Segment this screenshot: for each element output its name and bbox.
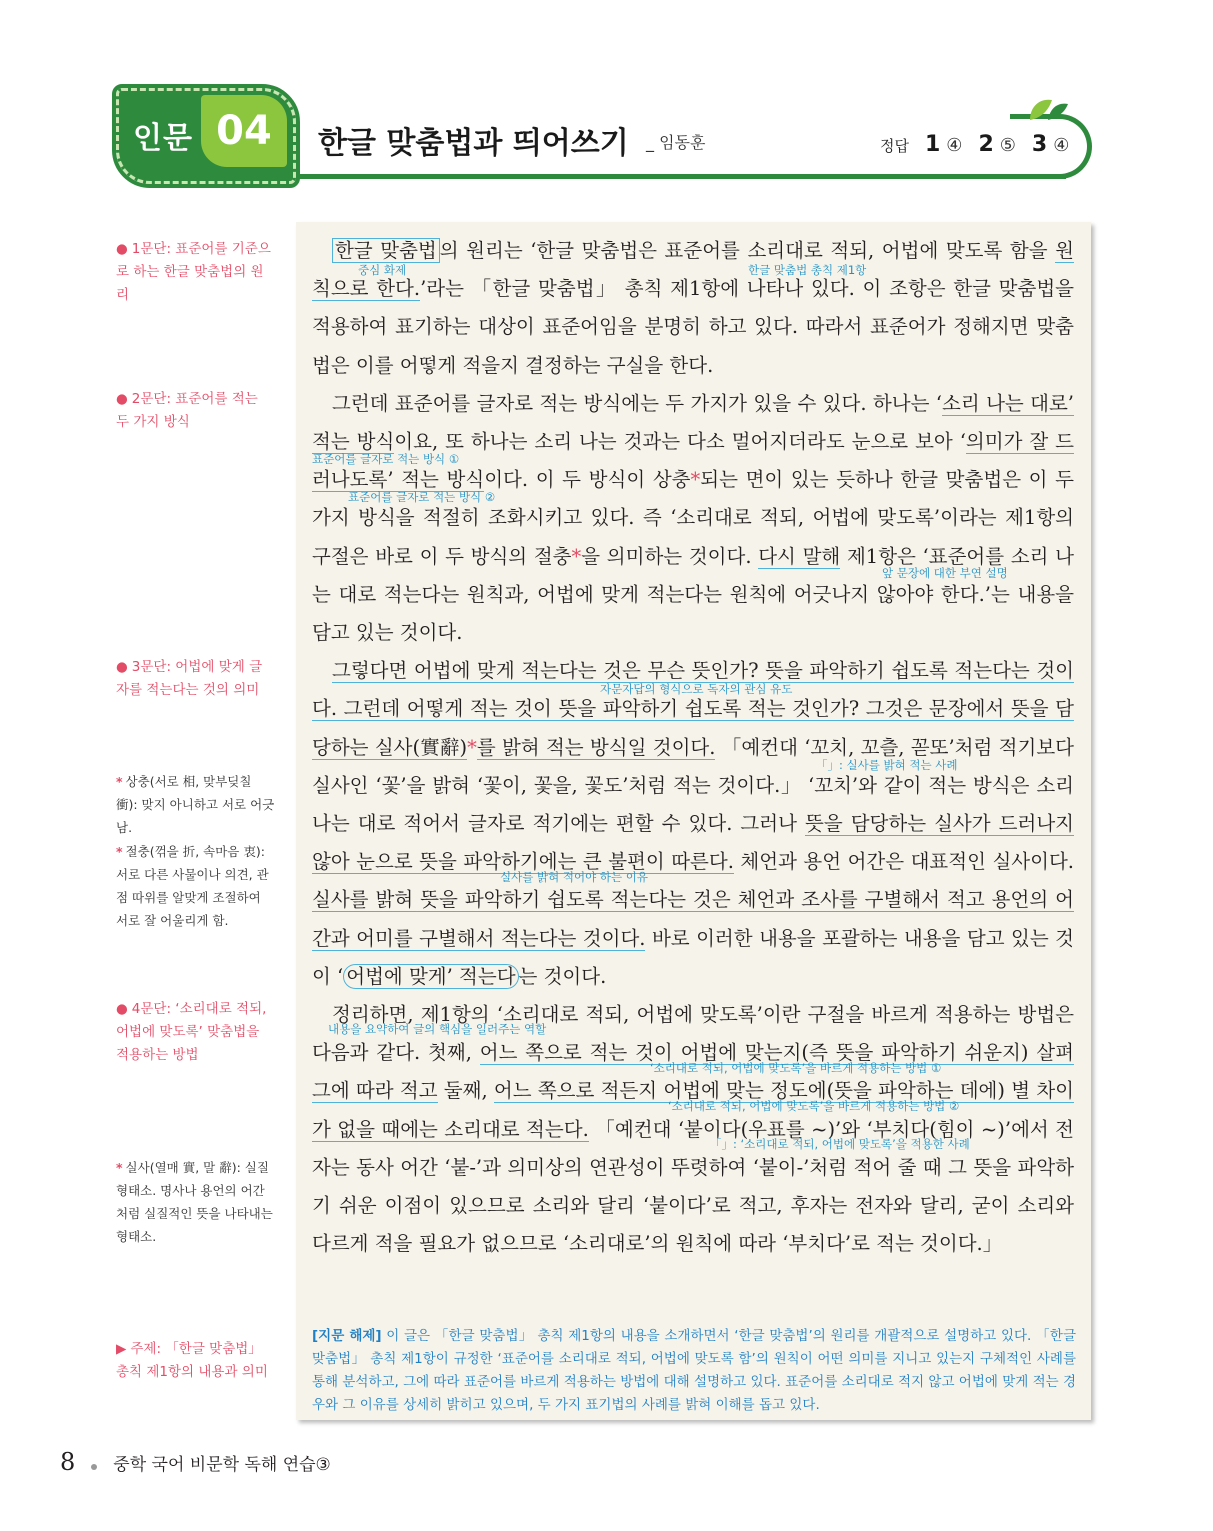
answer-q2: 2 <box>978 132 994 157</box>
answer-key <box>880 132 1069 157</box>
section-badge <box>116 88 296 184</box>
page-footer <box>60 1448 331 1476</box>
paragraph-note-2: ● 2문단: 표준어를 적는 두 가지 방식 <box>116 391 258 430</box>
paragraph-note-4: ● 4문단: ‘소리대로 적되, 어법에 맞도록’ 맞춤법을 적용하는 방법 <box>116 1001 267 1063</box>
annotation: 한글 맞춤법 총칙 제1항 <box>748 263 867 277</box>
answer-a2: ⑤ <box>999 135 1016 156</box>
annotation: 「」: ‘소리대로 적되, 어법에 맞도록’을 적용한 사례 <box>710 1137 970 1151</box>
paragraph-4: 정리하면, 제1항의 ‘소리대로 적되, 어법에 맞도록’이란 구절을 바르게 적용하는 방법은 다음과 같다. 첫째, 어느 쪽으로 적는 것이 어법에 맞는지(즉 뜻을 파악하기 쉬운지) 살펴 그에 따라 적고 둘째, 어느 쪽으로 적든지 어법에 맞는 정도에(뜻을 파악하는 데에) 별 차이가 없을 때에는 소리대로 적는다. 「예컨대 ‘붙이다(우표를 ~)’와 ‘부치다(힘이 ~)’에서 전자는 동사 어간 ‘붙-’과 의미상의 연관성이 뚜렷하여 ‘붙이-’처럼 적어 줄 때 그 뜻을 파악하기 쉬운 이점이 있으므로 소리와 달리 ‘붙이다’로 적고, 후자는 전자와 달리, 굳이 소리와 다르게 적을 필요가 없으므로 ‘소리대로’의 원칙에 따라 ‘부치다’로 적는 것이다.」 <box>312 1003 1075 1256</box>
circle-arrow-icon: ● <box>116 241 128 257</box>
header-rule <box>296 174 1066 179</box>
glossary-item: * 절충(꺾을 折, 속마음 衷): 서로 다른 사물이나 의견, 관점 따위를 알맞게 조절하여 서로 잘 어울리게 함. <box>116 844 269 928</box>
glossary-item: * 상충(서로 相, 맞부딪칠 衝): 맞지 아니하고 서로 어긋남. <box>116 774 275 835</box>
annotation: 내용을 요약하여 글의 핵심을 일러주는 역할 <box>328 1022 547 1036</box>
annotation: ‘소리대로 적되, 어법에 맞도록’을 바르게 적용하는 방법 ① <box>650 1061 942 1075</box>
theme-note: ▶ 주제: 「한글 맞춤법」 총칙 제1항의 내용과 의미 <box>116 1341 268 1380</box>
book-title: 중학 국어 비문학 독해 연습③ <box>113 1455 331 1475</box>
answer-a3: ④ <box>1053 135 1070 156</box>
answer-q1: 1 <box>924 132 941 157</box>
annotation: ‘소리대로 적되, 어법에 맞도록’을 바르게 적용하는 방법 ② <box>668 1099 960 1113</box>
asterisk-icon: * <box>116 1160 123 1175</box>
analysis-label: [지문 해제] <box>312 1328 382 1344</box>
page-number: 8 <box>60 1448 76 1476</box>
annotation: 표준어를 글자로 적는 방식 ① <box>312 452 460 466</box>
annotation: 앞 문장에 대한 부연 설명 <box>882 566 1008 580</box>
triangle-icon: ▶ <box>116 1341 127 1357</box>
section-number: 04 <box>201 95 287 167</box>
answer-label: 정답 <box>880 137 909 155</box>
passage-analysis <box>312 1325 1076 1417</box>
circle-arrow-icon: ● <box>116 659 128 675</box>
paragraph-note-1: ● 1문단: 표준어를 기준으로 하는 한글 맞춤법의 원리 <box>116 241 271 303</box>
paragraph-2: 그런데 표준어를 글자로 적는 방식에는 두 가지가 있을 수 있다. 하나는 ‘소리 나는 대로’ 적는 방식이요, 또 하나는 소리 나는 것과는 다소 멀어지더라도 눈으로 보아 ‘의미가 잘 드러나도록’ 적는 방식이다. 이 두 방식이 상충*되는 면이 있는 듯하나 한글 맞춤법은 이 두 가지 방식을 적절히 조화시키고 있다. 즉 ‘소리대로 적되, 어법에 맞도록’이라는 제1항의 구절은 바로 이 두 방식의 절충*을 의미하는 것이다. 다시 말해 제1항은 ‘표준어를 소리 나는 대로 적는다는 원칙과, 어법에 맞게 적는다는 원칙에 어긋나지 않아야 한다.’는 내용을 담고 있는 것이다. <box>312 391 1074 645</box>
paragraph-1: 한글 맞춤법 의 원리는 ‘한글 맞춤법은 표준어를 소리대로 적되, 어법에 맞도록 함을 원칙으로 한다.’라는 「한글 맞춤법」 총칙 제1항에 나타나 있다. 이 조항은 한글 맞춤법을 적용하여 표기하는 대상이 표준어임을 분명히 하고 있다. 따라서 표준어가 정해지면 맞춤법은 이를 어떻게 적을지 결정하는 구실을 한다. <box>312 239 1074 377</box>
annotation: 실사를 밝혀 적어야 하는 이유 <box>500 870 648 884</box>
glossary-item: * 실사(열매 實, 말 辭): 실질 형태소. 명사나 용언의 어간처럼 실질적인 뜻을 나타내는 형태소. <box>116 1160 273 1244</box>
page-title: 한글 맞춤법과 띄어쓰기 <box>318 126 629 161</box>
analysis-text: 이 글은 「한글 맞춤법」 총칙 제1항의 내용을 소개하면서 ‘한글 맞춤법’의 원리를 개괄적으로 설명하고 있다. 「한글 맞춤법」 총칙 제1항이 규정한 ‘표준어를 소리대로 적되, 어법에 맞도록 함’의 원칙이 어떤 의미를 지니고 있는지 구체적인 사례를 통해 분석하고, 그에 따라 표준어를 바르게 적용하는 방법에 대해 설명하고 있다. 표준어를 소리대로 적지 않고 어법에 맞게 적는 경우와 그 이유를 상세히 밝히고 있으며, 두 가지 표기법의 사례를 밝혀 이해를 돕고 있다. <box>312 1328 1076 1413</box>
asterisk-icon: * <box>116 844 123 859</box>
author: _ 임동훈 <box>646 133 706 152</box>
annotation: 「」: 실사를 밝혀 적는 사례 <box>816 758 958 772</box>
annotation: 중심 화제 <box>358 263 407 277</box>
paragraph-3: 그렇다면 어법에 맞게 적는다는 것은 무슨 뜻인가? 뜻을 파악하기 쉽도록 적는다는 것이다. 그런데 어떻게 적는 것이 뜻을 파악하기 쉽도록 적는 것인가? 그것은 문장에서 뜻을 담당하는 실사(實辭)*를 밝혀 적는 방식일 것이다. 「예컨대 ‘꼬치, 꼬츨, 꼳또’처럼 적기보다 실사인 ‘꽃’을 밝혀 ‘꽃이, 꽃을, 꽃도’처럼 적는 것이다.」 ‘꼬치’와 같이 적는 방식은 소리 나는 대로 적어서 글자로 적기에는 편할 수 있다. 그러나 뜻을 담당하는 실사가 드러나지 않아 눈으로 뜻을 파악하기에는 큰 불편이 따른다. 체언과 용언 어간은 대표적인 실사이다. 실사를 밝혀 뜻을 파악하기 쉽도록 적는다는 것은 체언과 조사를 구별해서 적고 용언의 어간과 어미를 구별해서 적는다는 것이다. 바로 이러한 내용을 포괄하는 내용을 담고 있는 것이 ‘ 어법에 맞게’ 적는다 는 것이다. <box>312 659 1074 988</box>
answer-q3: 3 <box>1031 132 1048 157</box>
circle-arrow-icon: ● <box>116 1001 128 1017</box>
circle-arrow-icon: ● <box>116 391 128 407</box>
paragraph-note-3: ● 3문단: 어법에 맞게 글자를 적는다는 것의 의미 <box>116 659 263 698</box>
annotation: 표준어를 글자로 적는 방식 ② <box>348 490 496 504</box>
answer-a1: ④ <box>946 135 963 156</box>
category-label: 인문 <box>133 121 193 156</box>
leaf-icon <box>1026 96 1070 124</box>
annotation: 자문자답의 형식으로 독자의 관심 유도 <box>600 682 793 696</box>
bullet-icon <box>91 1464 97 1470</box>
asterisk-icon: * <box>116 774 123 789</box>
